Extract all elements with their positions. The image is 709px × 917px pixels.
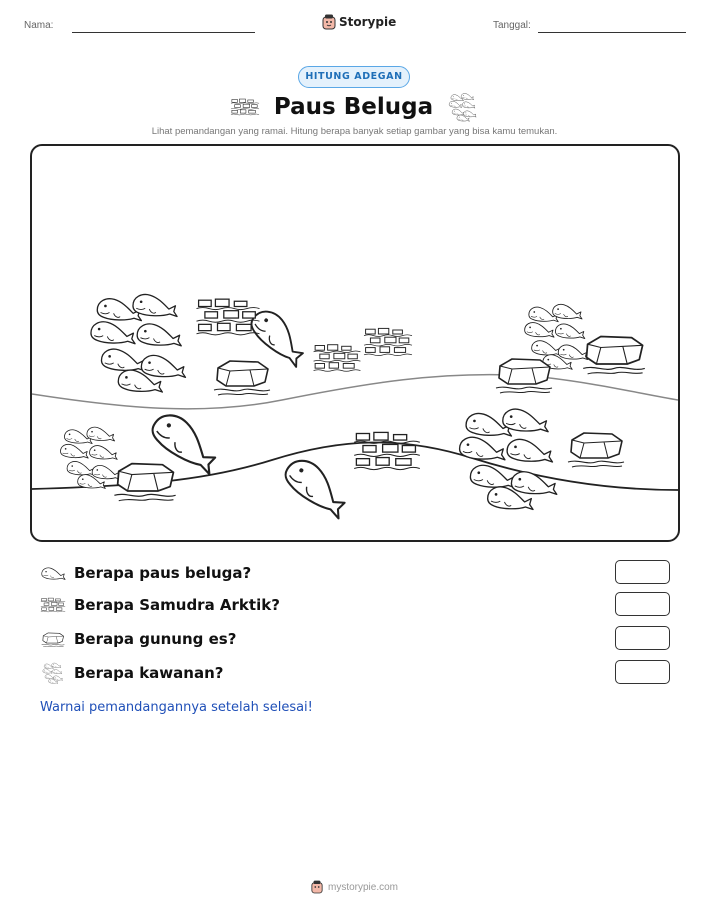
iceberg-5 <box>568 433 624 467</box>
question-text: Berapa paus beluga? <box>74 564 252 582</box>
name-field[interactable] <box>72 32 255 33</box>
iceberg-2 <box>496 359 552 393</box>
iceberg-1 <box>214 361 270 395</box>
pod-2 <box>60 427 119 488</box>
question-text: Berapa gunung es? <box>74 630 237 648</box>
iceberg-4 <box>114 464 175 501</box>
coloring-note: Warnai pemandangannya setelah selesai! <box>40 700 313 715</box>
arctic-ocean-2 <box>314 345 361 372</box>
activity-badge: HITUNG ADEGAN <box>298 66 410 88</box>
question-pod <box>40 660 670 686</box>
instructions: Lihat pemandangan yang ramai. Hitung berapa banyak setiap gambar yang bisa kamu temukan. <box>151 126 558 137</box>
arctic-ocean-icon <box>230 96 260 118</box>
arctic-ocean-1 <box>197 299 260 335</box>
arctic-ocean-4 <box>354 432 420 469</box>
answer-box-beluga[interactable] <box>615 560 670 584</box>
counting-scene <box>30 144 680 542</box>
pod-1 <box>91 295 186 393</box>
pod-icon <box>40 662 66 684</box>
beluga-icon <box>40 562 66 584</box>
brand-name: Storypie <box>339 15 397 29</box>
date-field[interactable] <box>538 32 686 33</box>
iceberg-3 <box>583 337 645 374</box>
page-title: Paus Beluga <box>273 94 434 120</box>
storypie-mascot-icon <box>322 14 336 30</box>
iceberg-icon <box>40 628 66 650</box>
beluga-3 <box>279 454 356 518</box>
arctic-ocean-3 <box>364 328 412 355</box>
question-iceberg <box>40 626 670 652</box>
title-row <box>0 92 709 122</box>
storypie-mascot-icon <box>311 880 323 894</box>
answer-box-arctic-ocean[interactable] <box>615 592 670 616</box>
answer-box-iceberg[interactable] <box>615 626 670 650</box>
arctic-ocean-icon <box>40 594 66 616</box>
name-label: Nama: <box>24 20 54 31</box>
date-label: Tanggal: <box>493 20 531 31</box>
footer <box>0 880 709 894</box>
question-beluga <box>40 560 670 586</box>
answer-box-pod[interactable] <box>615 660 670 684</box>
footer-url: mystorypie.com <box>327 881 398 893</box>
pod-icon <box>447 92 479 122</box>
brand-logo <box>322 14 396 30</box>
question-text: Berapa Samudra Arktik? <box>74 596 280 614</box>
question-text: Berapa kawanan? <box>74 664 224 682</box>
question-arctic-ocean <box>40 592 670 618</box>
